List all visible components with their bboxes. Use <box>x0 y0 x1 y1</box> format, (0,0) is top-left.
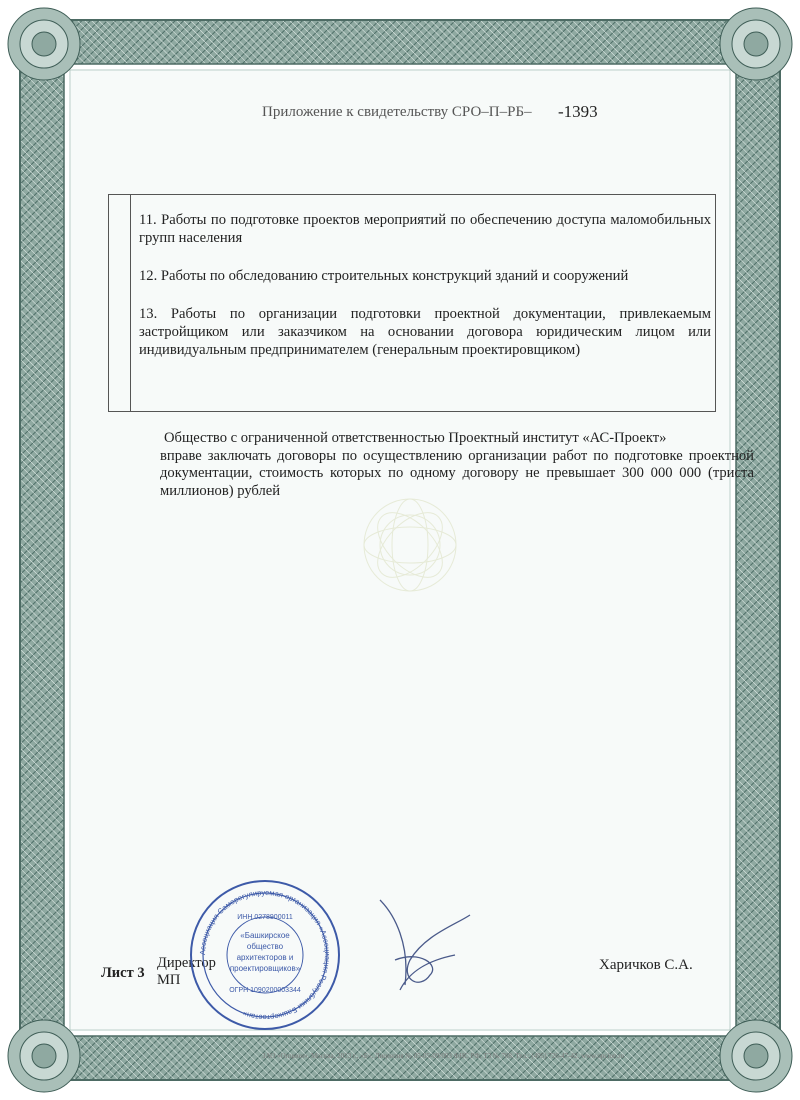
director-label: Директор <box>157 955 216 971</box>
work-item-12: 12. Работы по обследованию строительных конструкций зданий и сооружений <box>139 268 629 284</box>
work-item-13: 13. Работы по организации подготовки проектной документации, привлекаемым застройщиком или заказчиком на основании договора юридическим лицом или индивидуальным предпринимателем (генеральным проектировщиком) <box>139 306 711 358</box>
signatory-name: Харичков С.А. <box>599 957 693 973</box>
stamp-outer-text: Ассоциация Саморегулируемая организация «Ассоциация Республики Башкортостан» <box>197 887 333 1023</box>
organization-name: Общество с ограниченной ответственностью Проектный институт «АС-Проект» <box>164 430 667 446</box>
stamp-line-3: архитекторов и <box>236 953 294 962</box>
organization-permission-text: вправе заключать договоры по осуществлению организации работ по подготовке проектной документации, стоимость которых по одному договору не превышает 300 000 000 (триста миллионов) рублей <box>160 447 754 499</box>
stamp-inn: ИНН 0278900011 <box>237 914 293 921</box>
work-item-11: 11. Работы по подготовке проектов мероприятий по обеспечению доступа маломобильных групп населения <box>139 212 711 246</box>
certificate-number: -1393 <box>558 102 598 121</box>
header-prefix: Приложение к свидетельству СРО–П–РБ– <box>262 104 532 120</box>
mp-label: МП <box>157 972 181 988</box>
printer-footer: ЗАО «Опцион», Москва, 2013 г., «Б», Лицензия № 05-05-09/003 ФНС РФ, ТЗ № 788. Тел.: (495) 726-47-42. www.opcion.ru <box>262 1052 625 1060</box>
sheet-number: Лист 3 <box>101 965 145 981</box>
stamp-line-4: проектировщиков» <box>229 964 301 973</box>
stamp-ogrn: ОГРН 1090200003344 <box>229 987 301 994</box>
stamp-line-1: «Башкирское <box>240 931 290 940</box>
stamp-line-2: общество <box>246 942 284 951</box>
